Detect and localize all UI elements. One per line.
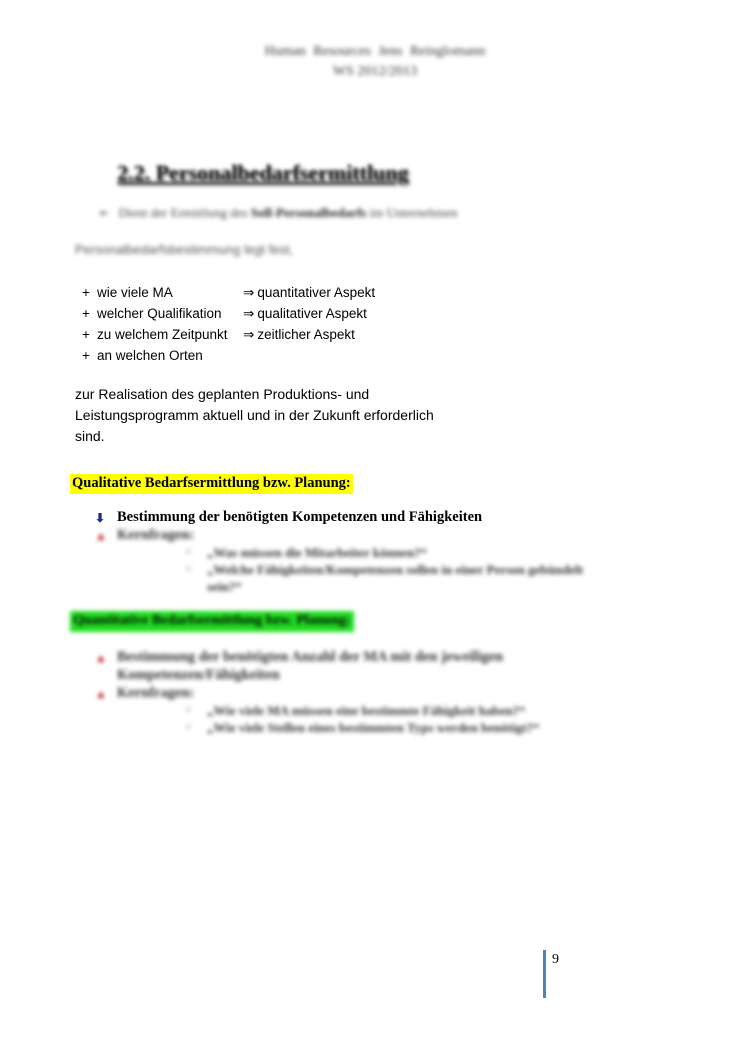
list-item-text: wie viele MA xyxy=(97,285,173,300)
list-item-text: Bestimmung der benötigten Anzahl der MA mit den jeweiligen xyxy=(117,649,504,665)
circle-bullet-icon: ○ xyxy=(185,546,192,558)
section-title: 2.2. Personalbedarfsermittlung xyxy=(117,160,409,185)
page-number-rule xyxy=(543,950,546,998)
quantitative-heading: Quantitative Bedarfsermittlung bzw. Planung: xyxy=(70,611,354,632)
sub-list-item-text: sein?“ xyxy=(207,579,242,594)
arrow-bullet-icon: ➢ xyxy=(98,205,109,220)
list-item xyxy=(95,648,540,666)
qualitative-heading: Qualitative Bedarfsermittlung bzw. Planung: xyxy=(70,474,353,494)
list-item-text: welcher Qualifikation xyxy=(97,306,222,321)
arrow-down-icon: ⬇ xyxy=(95,511,106,525)
header-course-author: Human Resources Jens Reinglomann xyxy=(264,44,486,59)
sub-list-item xyxy=(185,544,583,561)
circle-bullet-icon: ○ xyxy=(185,721,192,733)
arrow-text-suffix: im Unternehmen xyxy=(366,205,458,220)
plus-icon: + xyxy=(82,285,90,300)
list-item-text: an welchen Orten xyxy=(97,348,203,363)
arrow-bullet-line xyxy=(98,205,457,221)
list-item xyxy=(82,345,375,366)
realisation-paragraph: zur Realisation des geplanten Produktions- und Leistungsprogramm aktuell und in der Zukunft erforderlich sind. xyxy=(75,386,434,444)
list-item xyxy=(82,282,375,303)
sub-list-item xyxy=(185,702,540,719)
list-item-text: Bestimmung der benötigten Kompetenzen und Fähigkeiten xyxy=(117,509,483,525)
bullet-icon: ▲ xyxy=(95,687,107,701)
aspect-label xyxy=(243,327,355,343)
list-item-text: Kompetenzen/Fähigkeiten xyxy=(117,667,280,683)
circle-bullet-icon: ○ xyxy=(185,563,192,575)
aspect-label xyxy=(243,285,375,301)
sub-list-item xyxy=(185,719,540,736)
plus-icon: + xyxy=(82,306,90,321)
bullet-icon: ▲ xyxy=(95,529,107,543)
list-item-text: Kernfragen: xyxy=(117,685,195,701)
intro-text: Personalbedarfsbestimmung legt fest, xyxy=(75,242,294,257)
header-semester: WS 2012/2013 xyxy=(332,64,418,79)
arrow-text-prefix: Dient der Ermittlung des xyxy=(118,205,251,220)
quantitative-list xyxy=(95,648,540,736)
list-item xyxy=(95,684,540,702)
qualitative-list xyxy=(95,508,583,595)
implies-icon: ⇒ xyxy=(243,284,255,300)
sub-list-item-text: „Wie viele MA müssen eine bestimmte Fähigkeit haben?“ xyxy=(207,703,526,718)
aspect-text: quantitativer Aspekt xyxy=(257,284,376,300)
list-item xyxy=(82,303,375,324)
sub-list xyxy=(95,702,540,736)
sub-list-item-text: „Wie viele Stellen eines bestimmten Typs werden benötigt?“ xyxy=(207,720,540,735)
page-number: 9 xyxy=(552,952,559,967)
sub-list-item xyxy=(185,561,583,578)
plus-list xyxy=(82,282,375,366)
plus-icon: + xyxy=(82,348,90,363)
bullet-icon: ▲ xyxy=(95,651,107,665)
list-item xyxy=(95,526,583,544)
plus-icon: + xyxy=(82,327,90,342)
sub-list-item-continuation xyxy=(185,578,583,595)
aspect-text: zeitlicher Aspekt xyxy=(257,326,355,342)
list-item-continuation xyxy=(95,666,540,684)
implies-icon: ⇒ xyxy=(243,326,255,342)
implies-icon: ⇒ xyxy=(243,305,255,321)
sub-list xyxy=(95,544,583,595)
aspect-text: qualitativer Aspekt xyxy=(257,305,367,321)
sub-list-item-text: „Was müssen die Mitarbeiter können?“ xyxy=(207,545,428,560)
sub-list-item-text: „Welche Fähigkeiten/Kompetenzen sollen in einer Person gebündelt xyxy=(207,562,584,577)
list-item-text: zu welchem Zeitpunkt xyxy=(97,327,228,342)
list-item-text: Kernfragen: xyxy=(117,527,195,543)
arrow-text-bold: Soll-Personalbedarfs xyxy=(250,205,367,220)
list-item xyxy=(82,324,375,345)
list-item xyxy=(95,508,583,526)
aspect-label xyxy=(243,306,367,322)
circle-bullet-icon: ○ xyxy=(185,704,192,716)
